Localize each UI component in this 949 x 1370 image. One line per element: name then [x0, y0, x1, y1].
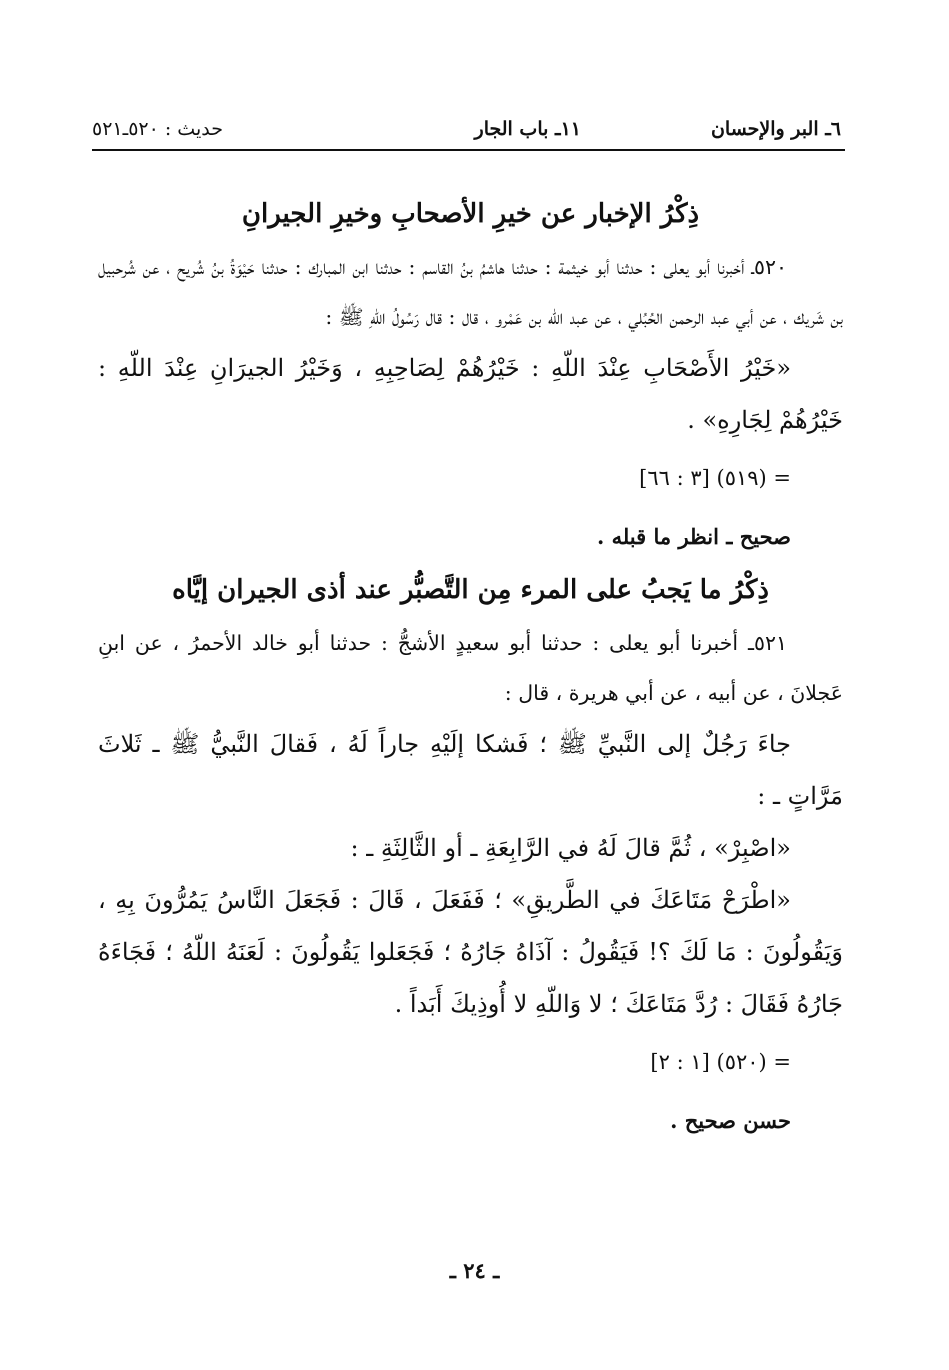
isnad-520: ٥٢٠ـ أخبرنا أبو يعلى : حدثنا أبو خيثمة : حدثنا هاشمُ بنُ القاسم : حدثنا ابن المبارك : حدثنا حَيْوَةُ بنُ شُريح ، عن شُرحبيل بن شَريك ، عن أبي عبد الرحمن الحُبُلي ، عن عبد اللّه بن عَمْرو ، قال : قال رَسُولُ اللّهِ ﷺ :: [98, 255, 843, 329]
matn-521-part-2: «اصْبِرْ» ، ثُمَّ قالَ لَهُ في الرَّابِعَةِ ـ أو الثَّالِثَةِ ـ :: [350, 834, 791, 862]
verdict-520: صحيح ـ انظر ما قبله .: [596, 524, 791, 549]
isnad-521: ٥٢١ـ أخبرنا أبو يعلى : حدثنا أبو سعيدٍ الأشجُّ : حدثنا أبو خالد الأحمرُ ، عن ابنِ عَجلانَ ، عن أبيه ، عن أبي هريرة ، قال :: [98, 631, 843, 705]
cross-reference-521: = (٥٢٠) [١ : ٢]: [650, 1050, 791, 1074]
matn-521-part-3: «اطْرَحْ مَتَاعَكَ في الطَّريقِ» ؛ فَفَعَلَ ، قَالَ : فَجَعَلَ النَّاسُ يَمُرُّونَ بِهِ ، وَيَقُولُونَ : مَا لَكَ ؟! فَيَقُولُ : آذَاهُ جَارُهُ ؛ فَجَعَلوا يَقُولُونَ : لَعَنَهُ اللّهُ ؛ فَجَاءَهُ جَارُهُ فَقَالَ : رُدَّ مَتَاعَكَ ؛ لا وَاللّهِ لا أُوذِيكَ أَبَداً .: [98, 886, 843, 1018]
verdict-521: حسن صحيح .: [670, 1108, 791, 1133]
header-chapter: ٦ـ البر والإحسان: [710, 118, 841, 140]
page-content: [98, 186, 843, 1146]
matn-520: «خَيْرُ الأَصْحَابِ عِنْدَ اللّهِ : خَيْرُهُمْ لِصَاحِبِهِ ، وَخَيْرُ الجيرَانِ عِنْدَ اللّهِ : خَيْرُهُمْ لِجَارِهِ» .: [98, 354, 843, 434]
section-best-companions: [98, 186, 843, 562]
section-title: ذِكْرُ الإخبار عن خيرِ الأصحابِ وخيرِ الجيرانِ: [241, 199, 700, 229]
page-number: ـ ٢٤ ـ: [449, 1258, 500, 1283]
header-rule: [92, 149, 845, 151]
header-section: ١١ـ باب الجار: [474, 118, 581, 140]
cross-reference-520: = (٥١٩) [٣ : ٦٦]: [639, 466, 791, 490]
matn-521-part-1: جاءَ رَجُلٌ إلى النَّبيِّ ﷺ ؛ فَشكا إلَيْهِ جاراً لَهُ ، فَقالَ النَّبيُّ ﷺ ـ ثَلاثَ مَرَّاتٍ ـ :: [98, 730, 843, 810]
running-header: [92, 112, 841, 146]
section-title: ذِكْرُ ما يَجبُ على المرء مِن التَّصبُّر عند أذى الجيران إيَّاه: [172, 575, 769, 605]
section-patience-neighbors: [98, 562, 843, 1146]
header-hadith-range: حديث : ٥٢٠ـ٥٢١: [92, 118, 223, 140]
